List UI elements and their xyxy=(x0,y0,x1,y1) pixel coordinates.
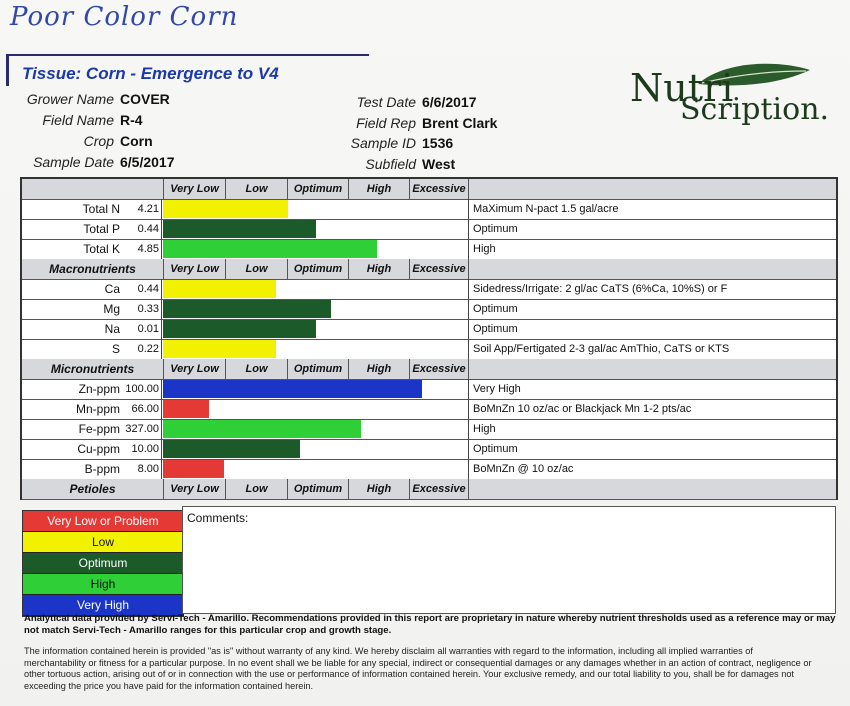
field-value: COVER xyxy=(120,91,170,107)
recommendation: BoMnZn 10 oz/ac or Blackjack Mn 1-2 pts/ac xyxy=(468,399,836,419)
category-label: Excessive xyxy=(409,259,468,279)
category-label: Optimum xyxy=(287,179,348,199)
nutrient-name: Ca xyxy=(104,282,120,296)
nutrient-value: 8.00 xyxy=(120,459,162,479)
nutrient-value: 4.21 xyxy=(120,199,162,219)
level-bar xyxy=(163,300,331,318)
level-bar xyxy=(163,200,288,218)
field-label: Grower Name xyxy=(26,91,114,107)
field-field-name xyxy=(22,112,143,128)
nutrient-name: Fe-ppm xyxy=(78,422,120,436)
nutrient-row xyxy=(22,339,836,360)
nutrient-value: 100.00 xyxy=(120,379,162,399)
field-sample-date xyxy=(22,154,175,170)
recommendation: Optimum xyxy=(468,319,836,339)
category-label: Very Low xyxy=(163,179,225,199)
disclaimer-analytical: Analytical data provided by Servi-Tech - Amarillo. Recommendations provided in this report are proprietary in nature whereby nutrient thresholds used as a reference may or may not match Servi-Tech - Amarillo ranges for this particular crop and growth stage. xyxy=(24,613,836,636)
legend-item: High xyxy=(23,574,183,595)
nutrient-name: Mn-ppm xyxy=(75,402,120,416)
section-header xyxy=(22,359,836,380)
nutrient-value: 0.33 xyxy=(120,299,162,319)
handwritten-note: Poor Color Corn xyxy=(10,2,239,32)
recommendation: Soil App/Fertigated 2-3 gal/ac AmThio, CaTS or KTS xyxy=(468,339,836,359)
comments-box xyxy=(182,506,836,614)
recommendation: Optimum xyxy=(468,299,836,319)
recommendation: Optimum xyxy=(468,219,836,239)
field-label: Field Rep xyxy=(356,115,416,131)
disclaimer-warranty: The information contained herein is provided "as is" without warranty of any kind. We hereby disclaim all warranties with regard to the information, including all implied warranties of merchantability or fitness for a particular purpose. In no event shall we be liable for any special, indirect or consequential damages or any damages whether in an action of contract, negligence or other tortuous action, arising out of or in connection with the use or performance of information contained herein. Your exclusive remedy, and our total liability to you, shall be for damages not exceeding the price you have paid for the information contained herein. xyxy=(24,646,812,691)
level-bar xyxy=(163,400,209,418)
level-bar xyxy=(163,460,224,478)
legend-item: Very High xyxy=(23,595,183,616)
level-bar xyxy=(163,280,276,298)
category-label: Low xyxy=(225,359,287,379)
category-label: Low xyxy=(225,259,287,279)
nutrient-name: Total P xyxy=(83,222,120,236)
level-bar xyxy=(163,380,422,398)
field-label: Subfield xyxy=(365,156,416,172)
nutrient-row xyxy=(22,279,836,300)
legend-item: Low xyxy=(23,532,183,553)
field-label: Sample Date xyxy=(33,154,114,170)
recommendation: Optimum xyxy=(468,439,836,459)
category-label: Optimum xyxy=(287,479,348,499)
recommendation: MaXimum N-pact 1.5 gal/acre xyxy=(468,199,836,219)
section-header xyxy=(22,479,836,500)
level-bar xyxy=(163,440,300,458)
nutrient-name: B-ppm xyxy=(84,462,120,476)
nutrient-row xyxy=(22,439,836,460)
category-label: Optimum xyxy=(287,359,348,379)
field-value: 6/6/2017 xyxy=(422,94,477,110)
legend-item: Optimum xyxy=(23,553,183,574)
category-label: Excessive xyxy=(409,359,468,379)
recommendation: BoMnZn @ 10 oz/ac xyxy=(468,459,836,479)
category-label: Excessive xyxy=(409,179,468,199)
section-title: Macronutrients xyxy=(49,262,136,276)
nutrient-value: 327.00 xyxy=(120,419,162,439)
header-blank xyxy=(468,179,837,199)
nutrient-row xyxy=(22,299,836,320)
recommendation: Very High xyxy=(468,379,836,399)
nutrient-row xyxy=(22,199,836,220)
nutrient-name: Na xyxy=(104,322,120,336)
nutriscription-logo xyxy=(630,62,830,132)
nutrient-row xyxy=(22,219,836,240)
header-blank xyxy=(468,479,837,499)
section-title: Petioles xyxy=(69,482,116,496)
recommendation: High xyxy=(468,239,836,259)
logo-text-scription: Scription. xyxy=(680,92,830,127)
field-subfield xyxy=(330,156,455,172)
nutrient-name: Total N xyxy=(82,202,120,216)
category-label: High xyxy=(348,359,409,379)
nutrient-value: 10.00 xyxy=(120,439,162,459)
nutrient-row xyxy=(22,239,836,260)
category-label: Very Low xyxy=(163,359,225,379)
nutrient-row xyxy=(22,399,836,420)
field-label: Crop xyxy=(83,133,114,149)
field-crop xyxy=(22,133,153,149)
nutrient-value: 0.44 xyxy=(120,279,162,299)
field-grower-name xyxy=(22,91,170,107)
recommendation: High xyxy=(468,419,836,439)
nutrient-table xyxy=(20,177,838,500)
header-blank xyxy=(468,359,837,379)
field-value: 6/5/2017 xyxy=(120,154,175,170)
nutrient-row xyxy=(22,419,836,440)
tissue-title: Tissue: Corn - Emergence to V4 xyxy=(22,64,279,83)
category-label: High xyxy=(348,259,409,279)
nutrient-row xyxy=(22,319,836,340)
nutrient-name: Cu-ppm xyxy=(77,442,120,456)
legend xyxy=(22,510,184,617)
section-title: Micronutrients xyxy=(50,362,135,376)
category-label: Optimum xyxy=(287,259,348,279)
field-field-rep xyxy=(330,115,497,131)
nutrient-value: 0.01 xyxy=(120,319,162,339)
category-label: Low xyxy=(225,479,287,499)
nutrient-name: Zn-ppm xyxy=(78,382,120,396)
field-label: Field Name xyxy=(42,112,114,128)
field-sample-id xyxy=(330,135,453,151)
level-bar xyxy=(163,220,316,238)
category-label: Excessive xyxy=(409,479,468,499)
nutrient-name: Total K xyxy=(83,242,120,256)
recommendation: Sidedress/Irrigate: 2 gl/ac CaTS (6%Ca, 10%S) or F xyxy=(468,279,836,299)
category-label: High xyxy=(348,479,409,499)
level-bar xyxy=(163,420,361,438)
nutrient-row xyxy=(22,379,836,400)
header-blank xyxy=(468,259,837,279)
field-value: 1536 xyxy=(422,135,454,151)
category-label: Low xyxy=(225,179,287,199)
field-label: Sample ID xyxy=(350,135,416,151)
field-label: Test Date xyxy=(356,94,416,110)
field-value: Brent Clark xyxy=(422,115,498,131)
category-label: Very Low xyxy=(163,479,225,499)
section-title xyxy=(22,179,163,199)
category-label: Very Low xyxy=(163,259,225,279)
field-value: West xyxy=(422,156,456,172)
logo-text-nutri: Nutri xyxy=(630,66,734,110)
level-bar xyxy=(163,240,377,258)
nutrient-value: 4.85 xyxy=(120,239,162,259)
nutrient-name: S xyxy=(111,342,120,356)
nutrient-value: 66.00 xyxy=(120,399,162,419)
level-bar xyxy=(163,320,316,338)
legend-item: Very Low or Problem xyxy=(23,511,183,532)
section-header xyxy=(22,179,836,200)
field-value: Corn xyxy=(120,133,153,149)
category-label: High xyxy=(348,179,409,199)
field-test-date xyxy=(330,94,477,110)
comments-label: Comments: xyxy=(187,511,249,525)
nutrient-name: Mg xyxy=(103,302,120,316)
nutrient-value: 0.44 xyxy=(120,219,162,239)
section-header xyxy=(22,259,836,280)
nutrient-value: 0.22 xyxy=(120,339,162,359)
level-bar xyxy=(163,340,276,358)
field-value: R-4 xyxy=(120,112,143,128)
nutrient-row xyxy=(22,459,836,480)
